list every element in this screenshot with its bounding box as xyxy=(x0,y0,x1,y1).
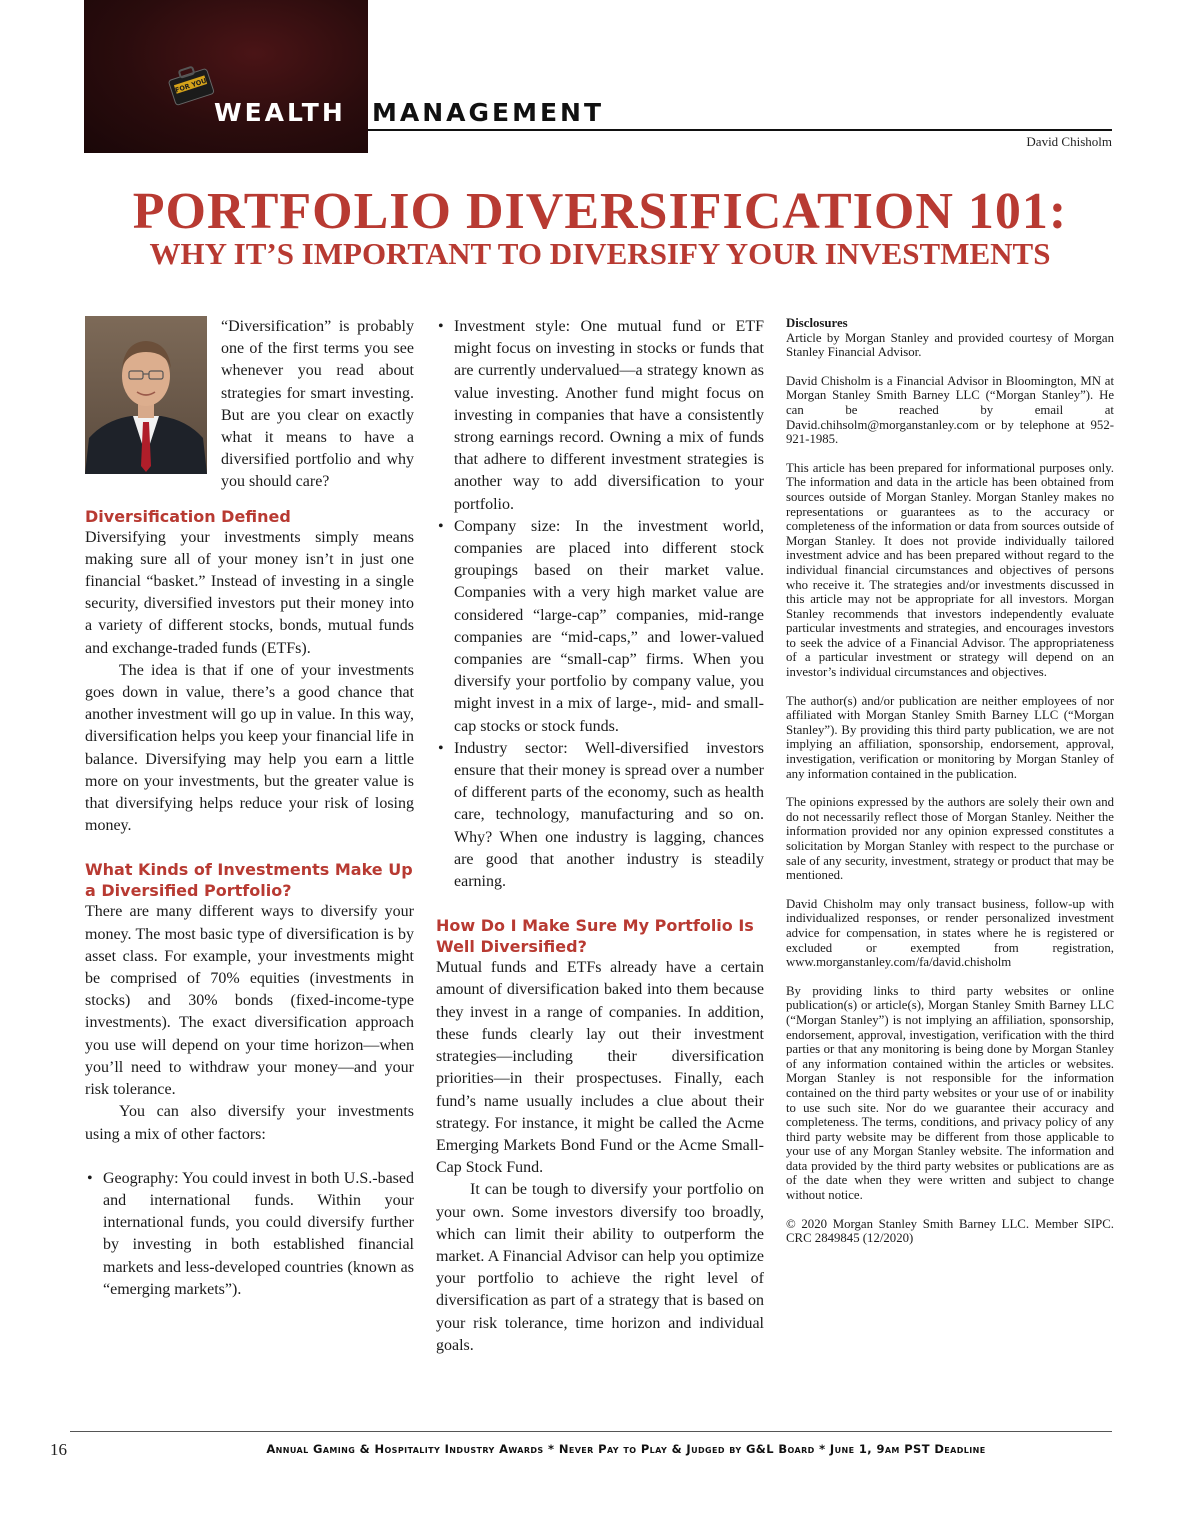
disclosure-paragraph: David Chisholm may only transact business, follow-up with individualized responses, or render personalized investment advice for compensation, in states where he is registered or excluded or exempted from registration, www.morganstanley.com/fa/david.chisholm xyxy=(786,896,1114,970)
disclosure-paragraph: This article has been prepared for informational purposes only. The information and data in the article has been obtained from sources outside of Morgan Stanley. Morgan Stanley makes no representations or guarantees as to the accuracy or completeness of the information or data from sources outside of Morgan Stanley. It does not provide individually tailored investment advice and has been prepared without regard to the individual financial circumstances and objectives of persons who receive it. The strategies and/or investments discussed in this article may not be appropriate for all investors. Morgan Stanley recommends that investors independently evaluate particular investments and strategies, and encourages investors to seek the advice of a Financial Advisor. The appropriateness of a particular investment or strategy will depend on an investor’s individual circumstances and objectives. xyxy=(786,460,1114,680)
paragraph: It can be tough to diversify your portfolio on your own. Some investors diversify too broadly, which can limit their ability to outperform the market. A Financial Advisor can help you optimize your portfolio to achieve the right level of diversification as part of a strategy that is based on your risk tolerance, time horizon and individual goals. xyxy=(436,1181,764,1354)
disclosure-paragraph: The opinions expressed by the authors are solely their own and do not necessarily reflect those of Morgan Stanley. Neither the information provided nor any opinion expressed constitutes a solicitation by Morgan Stanley with respect to the purchase or sale of any security, investment, strategy or product that may be mentioned. xyxy=(786,795,1114,883)
heading-kinds-of-investments: What Kinds of Investments Make Up a Diversified Portfolio? xyxy=(85,860,413,901)
disclosures-heading: Disclosures xyxy=(786,316,848,330)
disclosure-paragraph: The author(s) and/or publication are neither employees of nor affiliated with Morgan Stanley Smith Barney LLC (“Morgan Stanley”). By providing this third party publication, we are not implying an affiliation, sponsorship, endorsement, approval, investigation, verification or monitoring by Morgan Stanley of any information contained in the publication. xyxy=(786,693,1114,781)
bullet-list xyxy=(436,316,764,893)
intro-paragraph: “Diversification” is probably one of the first terms you see whenever you read about strategies for smart investing. But are you clear on exactly what it means to have a diversified portfolio and why you should care? xyxy=(221,318,414,491)
disclosure-paragraph: Article by Morgan Stanley and provided courtesy of Morgan Stanley Financial Advisor. xyxy=(786,330,1114,360)
bullet-list xyxy=(85,1168,414,1301)
article-subtitle: WHY IT’S IMPORTANT TO DIVERSIFY YOUR INVESTMENTS xyxy=(149,236,1051,271)
heading-how-to-diversify: How Do I Make Sure My Portfolio Is Well Diversified? xyxy=(436,916,754,957)
section-name-wealth: WEALTH xyxy=(214,98,346,127)
section-name-management: MANAGEMENT xyxy=(372,98,605,127)
header-rule xyxy=(368,129,1112,131)
author-byline: David Chisholm xyxy=(1026,134,1112,149)
paragraph: There are many different ways to diversify your money. The most basic type of diversification is by asset class. For example, your investments might be comprised of 70% equities (investments in stocks) and 30% bonds (fixed-income-type investments). The exact diversification approach you use will depend on your time horizon—when you’ll need to withdraw your money—and your risk tolerance. xyxy=(85,903,414,1099)
paragraph: Diversifying your investments simply means making sure all of your money isn’t in just one financial “basket.” Instead of investing in a single security, diversified investors put their money into a variety of different stocks, bonds, mutual funds and exchange-traded funds (ETFs). xyxy=(85,528,414,657)
article-title: PORTFOLIO DIVERSIFICATION 101: xyxy=(132,183,1068,240)
paragraph: The idea is that if one of your investments goes down in value, there’s a good chance that another investment will go up in value. In this way, diversification helps you keep your financial life in balance. Diversifying may help you earn a little more on your investments, but the greater value is that diversifying helps reduce your risk of losing money. xyxy=(85,661,414,835)
list-item-investment-style: • Investment style: One mutual fund or ETF might focus on investing in stocks or funds that are currently undervalued—a strategy known as value investing. Another fund might focus on investing in companies that have a consistently strong earnings record. Owning a mix of funds that adhere to different investment strategies is another way to add diversification to your portfolio. xyxy=(436,316,764,516)
footer-tagline: Annual Gaming & Hospitality Industry Awards * Never Pay to Play & Judged by G&L Board * June 1, 9am PST Deadline xyxy=(266,1442,986,1456)
author-photo xyxy=(85,316,207,474)
disclosure-paragraph: By providing links to third party websites or online publication(s) or article(s), Morgan Stanley Smith Barney LLC (“Morgan Stanley”) is not implying an affiliation, sponsorship, endorsement, approval, investigation, verification with the third parties or that any monitoring is being done by Morgan Stanley of any information contained within the articles or websites. Morgan Stanley is not responsible for the information contained on the third party websites or your use of or inability to use such site. Nor do we guarantee their accuracy and completeness. The terms, conditions, and privacy policy of any third party website may be different from those applicable to your use of any Morgan Stanley website. The information and data provided by the third party websites or publications are as of the date when they were written and subject to change without notice. xyxy=(786,983,1114,1203)
footer-rule xyxy=(70,1431,1112,1432)
paragraph: Mutual funds and ETFs already have a certain amount of diversification baked into them because they invest in a range of companies. In addition, these funds clearly lay out their investment strategies—including their diversification priorities—in their prospectuses. Finally, each fund’s name usually includes a clue about their strategy. For instance, it might be called the Acme Emerging Markets Bond Fund or the Acme Small-Cap Stock Fund. xyxy=(436,959,764,1177)
disclosure-paragraph: David Chisholm is a Financial Advisor in Bloomington, MN at Morgan Stanley Smith Barney LLC (“Morgan Stanley”). He can be reached by email at David.chihsolm@morganstanley.com or by telephone at 952-921-1985. xyxy=(786,373,1114,447)
briefcase-icon xyxy=(165,62,217,106)
column-2 xyxy=(436,316,764,1357)
list-item-industry-sector: • Industry sector: Well-diversified investors ensure that their money is spread over a number of different parts of the economy, such as health care, technology, manufacturing and so on. Why? When one industry is lagging, chances are good that another industry is steadily earning. xyxy=(436,738,764,893)
list-item-geography: • Geography: You could invest in both U.S.-based and international funds. Within your international funds, you could diversify further by investing in both established financial markets and less-developed countries (known as “emerging markets”). xyxy=(85,1168,414,1301)
page-number: 16 xyxy=(50,1440,67,1459)
disclosures-column xyxy=(786,316,1114,1260)
header-banner xyxy=(84,0,368,153)
list-item-company-size: • Company size: In the investment world, companies are placed into different stock groupings based on their market value. Companies with a very high market value are considered “large-cap” companies, mid-range companies are “mid-caps,” and lower-valued companies are “small-cap” firms. When you diversify your portfolio by company value, you might invest in a mix of large-, mid- and small-cap stocks or stock funds. xyxy=(436,516,764,738)
briefcase-label: FOR YOU xyxy=(174,76,208,95)
paragraph: You can also diversify your investments using a mix of other factors: xyxy=(85,1103,414,1143)
heading-diversification-defined: Diversification Defined xyxy=(85,506,291,526)
copyright-notice: © 2020 Morgan Stanley Smith Barney LLC. Member SIPC. CRC 2849845 (12/2020) xyxy=(786,1216,1114,1246)
column-1 xyxy=(85,316,414,1301)
